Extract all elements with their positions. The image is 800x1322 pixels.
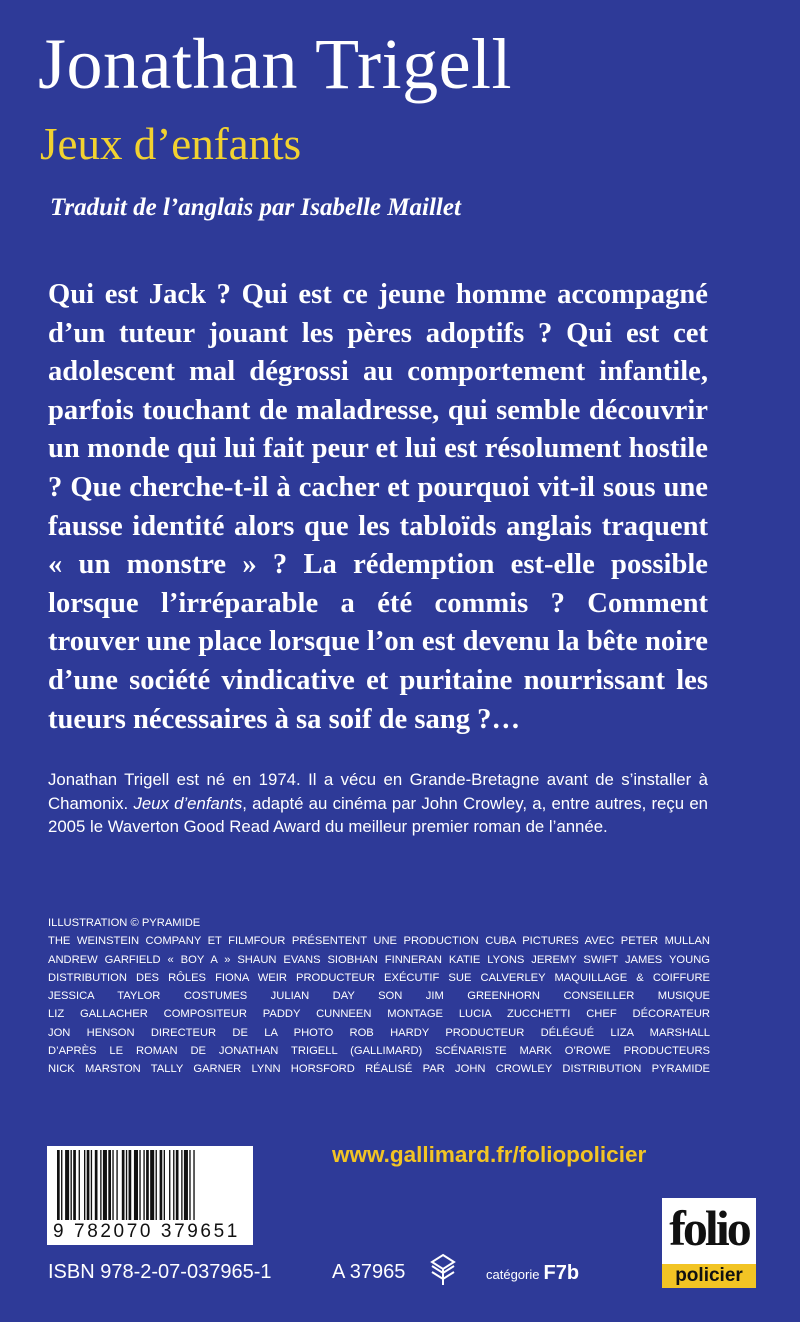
barcode-bar xyxy=(100,1150,101,1220)
barcode xyxy=(47,1146,253,1245)
barcode-bar xyxy=(91,1150,92,1220)
bio-text-1: Jonathan Trigell est né en 1974. Il a vécu en Grande-Bretagne avant de s’installer à Chamonix. xyxy=(48,770,708,813)
barcode-bar xyxy=(139,1150,140,1220)
barcode-bar xyxy=(71,1150,72,1220)
credit-line: THE WEINSTEIN COMPANY ET FILMFOUR PRÉSENTENT UNE PRODUCTION CUBA PICTURES AVEC PETER MULLAN xyxy=(48,935,710,948)
credit-line: D’APRÈS LE ROMAN DE JONATHAN TRIGELL (GALLIMARD) SCÉNARISTE MARK O’ROWE PRODUCTEURS xyxy=(48,1045,710,1058)
blurb-text: Qui est Jack ? Qui est ce jeune homme accompagné d’un tuteur jouant les pères adoptifs ? Qui est cet adolescent mal dégrossi au comportement infantile, parfois touchant de maladresse, qui semble découvrir un monde qui lui fait peur et lui est résolument hostile ? Que cherche-t-il à cacher et pourquoi vit-il sous une fausse identité alors que les tabloïds anglais traquent « un monstre » ? La rédemption est-elle possible lorsque l’irréparable a été commis ? Comment trouver une place lorsque l’on est devenu la bête noire d’une société vindicative et puritaine nourrissant les tueurs nécessaires à sa soif de sang ?… xyxy=(48,279,708,735)
logo-policier-text: policier xyxy=(662,1264,756,1288)
barcode-bar xyxy=(181,1150,182,1220)
barcode-bar xyxy=(169,1150,170,1220)
barcode-bar xyxy=(176,1150,179,1220)
barcode-bar xyxy=(150,1150,154,1220)
logo-folio-text: folio xyxy=(669,1200,749,1256)
barcode-bar xyxy=(116,1150,117,1220)
credit-line: NICK MARSTON TALLY GARNER LYNN HORSFORD RÉALISÉ PAR JOHN CROWLEY DISTRIBUTION PYRAMIDE xyxy=(48,1063,710,1076)
bio-text-2: , adapté au cinéma par John Crowley, a, entre autres, reçu en 2005 le Waverton Good Read Award du meilleur premier roman de l’année. xyxy=(48,793,709,836)
author-name: Jonathan Trigell xyxy=(38,24,513,104)
film-credits xyxy=(48,914,710,1079)
book-title: Jeux d’enfants xyxy=(40,119,302,169)
category-label: catégorie xyxy=(486,1267,540,1282)
barcode-bar xyxy=(57,1150,60,1220)
barcode-bars xyxy=(55,1150,245,1220)
barcode-bar xyxy=(87,1150,90,1220)
barcode-bar xyxy=(73,1150,76,1220)
translator-credit: Traduit de l’anglais par Isabelle Maillet xyxy=(50,194,461,221)
barcode-bar xyxy=(65,1150,69,1220)
series-logo-icon xyxy=(428,1252,458,1288)
barcode-bar xyxy=(126,1150,127,1220)
category-value: F7b xyxy=(543,1262,580,1284)
credit-line: LIZ GALLACHER COMPOSITEUR PADDY CUNNEEN MONTAGE LUCIA ZUCCHETTI CHEF DÉCORATEUR xyxy=(48,1008,710,1021)
barcode-bar xyxy=(184,1150,188,1220)
barcode-bar xyxy=(129,1150,132,1220)
credit-line: ILLUSTRATION © PYRAMIDE xyxy=(48,917,201,929)
barcode-bar xyxy=(164,1150,165,1220)
barcode-bar xyxy=(108,1150,111,1220)
bio-book-title: Jeux d’enfants xyxy=(133,793,243,813)
catalog-code: A 37965 xyxy=(332,1261,406,1283)
barcode-bar xyxy=(61,1150,62,1220)
barcode-bar xyxy=(79,1150,80,1220)
category xyxy=(486,1262,579,1285)
barcode-bar xyxy=(134,1150,138,1220)
barcode-digits: 9 782070 379651 xyxy=(53,1221,240,1242)
barcode-bar xyxy=(103,1150,107,1220)
publisher-url: www.gallimard.fr/foliopolicier xyxy=(332,1142,647,1167)
folio-policier-logo xyxy=(662,1198,756,1288)
credit-line: JON HENSON DIRECTEUR DE LA PHOTO ROB HARDY PRODUCTEUR DÉLÉGUÉ LIZA MARSHALL xyxy=(48,1026,710,1039)
barcode-bar xyxy=(122,1150,125,1220)
barcode-bar xyxy=(84,1150,85,1220)
author-bio xyxy=(48,768,708,839)
barcode-bar xyxy=(173,1150,174,1220)
barcode-bar xyxy=(189,1150,190,1220)
barcode-bar xyxy=(112,1150,113,1220)
barcode-bar xyxy=(193,1150,194,1220)
credit-line: DISTRIBUTION DES RÔLES FIONA WEIR PRODUCTEUR EXÉCUTIF SUE CALVERLEY MAQUILLAGE & COIFFURE xyxy=(48,971,710,984)
barcode-bar xyxy=(95,1150,98,1220)
barcode-bar xyxy=(146,1150,149,1220)
barcode-bar xyxy=(160,1150,163,1220)
credit-line: JESSICA TAYLOR COSTUMES JULIAN DAY SON JIM GREENHORN CONSEILLER MUSIQUE xyxy=(48,990,710,1003)
barcode-bar xyxy=(143,1150,144,1220)
isbn: ISBN 978-2-07-037965-1 xyxy=(48,1261,272,1283)
credit-line: ANDREW GARFIELD « BOY A » SHAUN EVANS SIOBHAN FINNERAN KATIE LYONS JEREMY SWIFT JAMES YOUNG xyxy=(48,953,710,966)
barcode-bar xyxy=(156,1150,157,1220)
